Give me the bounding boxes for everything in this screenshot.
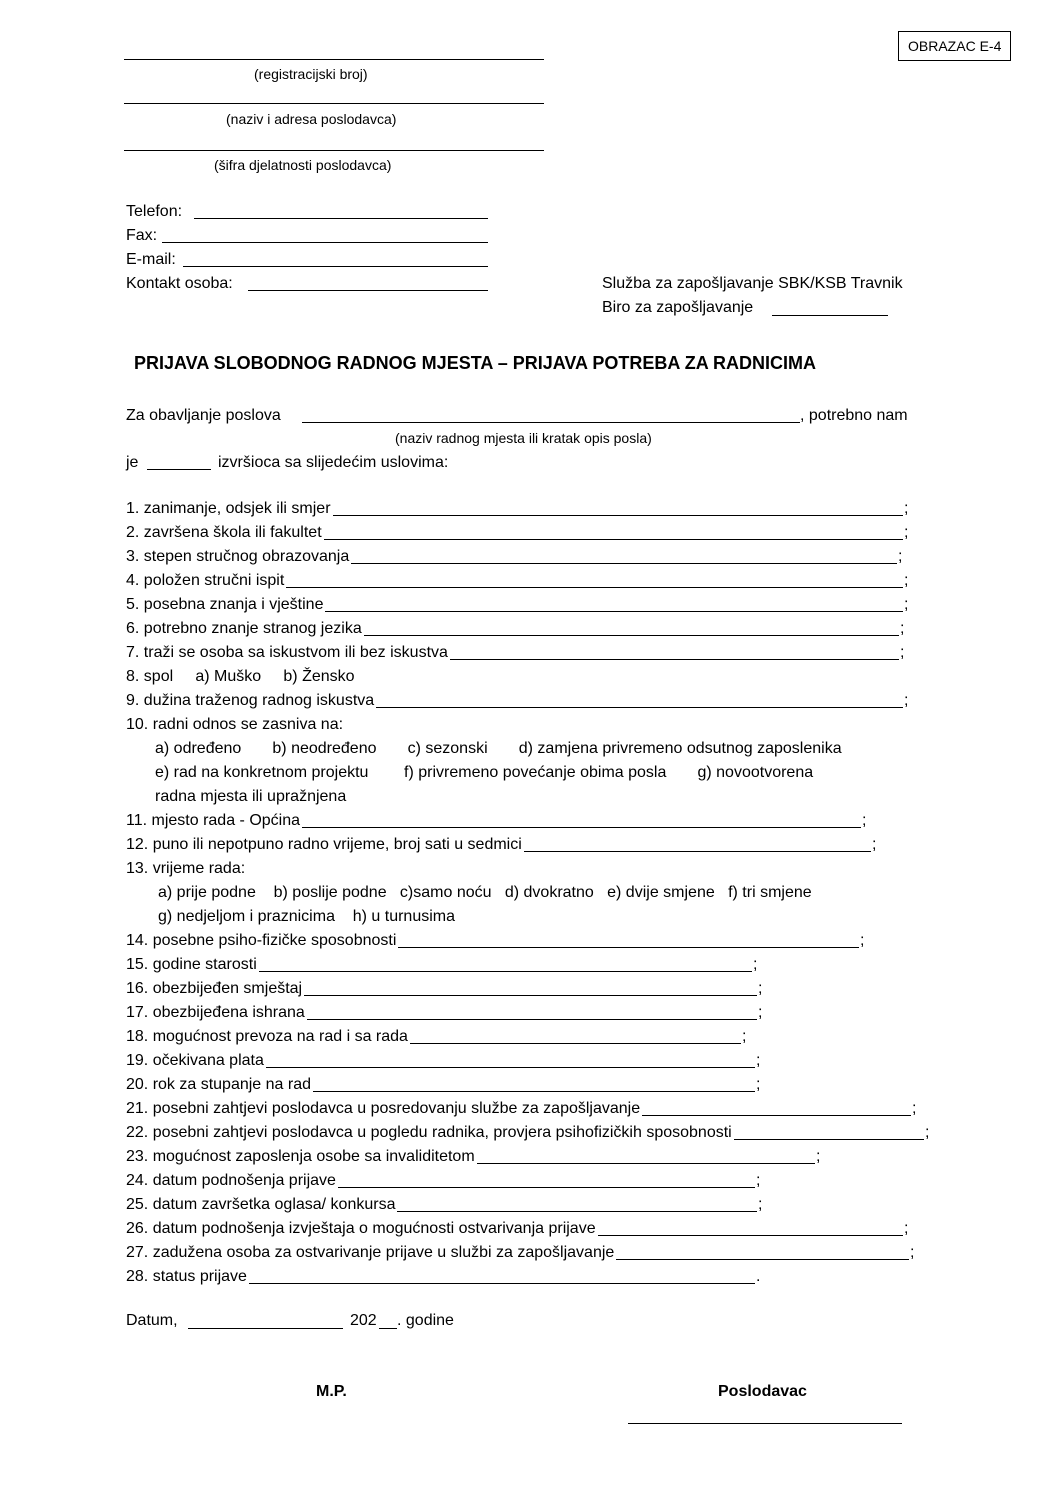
item-semicolon: ; xyxy=(904,500,909,517)
item-semicolon: ; xyxy=(904,524,909,541)
item-semicolon: ; xyxy=(758,980,763,997)
employer-name-label: (naziv i adresa poslodavca) xyxy=(226,111,397,127)
stamp-label: M.P. xyxy=(316,1383,347,1400)
employer-signature-label: Poslodavac xyxy=(718,1383,807,1400)
item-semicolon: ; xyxy=(742,1028,747,1045)
item-field-i15[interactable] xyxy=(259,971,752,972)
item-label-i12: 12. puno ili nepotpuno radno vrijeme, broj sati u sedmici xyxy=(126,836,522,853)
service-name: Služba za zapošljavanje SBK/KSB Travnik xyxy=(602,275,903,292)
phone-label: Telefon: xyxy=(126,203,183,220)
item-semicolon: ; xyxy=(904,692,909,709)
activity-code-line[interactable] xyxy=(124,150,544,151)
item-label-i1: 1. zanimanje, odsjek ili smjer xyxy=(126,500,331,517)
item-label-i10b: e) rad na konkretnom projektu f) privremeno povećanje obima posla g) novootvorena xyxy=(155,764,814,781)
item-semicolon: ; xyxy=(900,644,905,661)
item-label-i5: 5. posebna znanja i vještine xyxy=(126,596,324,613)
item-label-i11: 11. mjesto rada - Općina xyxy=(126,812,301,829)
year-field[interactable] xyxy=(379,1328,397,1329)
item-semicolon: ; xyxy=(898,548,903,565)
item-label-i18: 18. mogućnost prevoza na rad i sa rada xyxy=(126,1028,408,1045)
item-label-i27: 27. zadužena osoba za ostvarivanje prijave u službi za zapošljavanje xyxy=(126,1244,615,1261)
item-field-i22[interactable] xyxy=(734,1139,924,1140)
item-field-i19[interactable] xyxy=(266,1067,755,1068)
item-field-i12[interactable] xyxy=(524,851,871,852)
contact-person-field[interactable] xyxy=(248,290,488,291)
intro-suffix: , potrebno nam xyxy=(800,407,908,424)
reg-number-line[interactable] xyxy=(124,59,544,60)
item-semicolon: ; xyxy=(758,1004,763,1021)
item-field-i7[interactable] xyxy=(450,659,899,660)
item-field-i26[interactable] xyxy=(598,1235,903,1236)
bureau-label: Biro za zapošljavanje xyxy=(602,299,754,316)
item-label-i13a: a) prije podne b) poslije podne c)samo noću d) dvokratno e) dvije smjene f) tri smjene xyxy=(158,884,812,901)
item-semicolon: ; xyxy=(756,1052,761,1069)
item-label-i10: 10. radni odnos se zasniva na: xyxy=(126,716,344,733)
bureau-field[interactable] xyxy=(772,315,888,316)
item-semicolon: ; xyxy=(904,1220,909,1237)
item-field-i4[interactable] xyxy=(286,587,903,588)
intro-rest: izvršioca sa slijedećim uslovima: xyxy=(218,454,449,471)
item-semicolon: ; xyxy=(860,932,865,949)
item-semicolon: ; xyxy=(900,620,905,637)
item-field-i25[interactable] xyxy=(397,1211,757,1212)
item-label-i10a: a) određeno b) neodređeno c) sezonski d) zamjena privremeno odsutnog zaposlenika xyxy=(155,740,842,757)
contact-person-label: Kontakt osoba: xyxy=(126,275,233,292)
item-label-i14: 14. posebne psiho-fizičke sposobnosti xyxy=(126,932,397,949)
item-label-i21: 21. posebni zahtjevi poslodavca u posredovanju službe za zapošljavanje xyxy=(126,1100,641,1117)
item-label-i19: 19. očekivana plata xyxy=(126,1052,264,1069)
year-prefix: 202 xyxy=(350,1312,377,1329)
item-label-i8: 8. spol a) Muško b) Žensko xyxy=(126,668,355,685)
item-field-i28[interactable] xyxy=(249,1283,755,1284)
item-field-i11[interactable] xyxy=(302,827,861,828)
item-field-i17[interactable] xyxy=(307,1019,757,1020)
item-label-i24: 24. datum podnošenja prijave xyxy=(126,1172,336,1189)
item-label-i25: 25. datum završetka oglasa/ konkursa xyxy=(126,1196,396,1213)
item-field-i27[interactable] xyxy=(616,1259,909,1260)
item-semicolon: ; xyxy=(904,572,909,589)
item-field-i2[interactable] xyxy=(324,539,903,540)
item-semicolon: ; xyxy=(756,1172,761,1189)
item-label-i15: 15. godine starosti xyxy=(126,956,257,973)
employer-name-line[interactable] xyxy=(124,103,544,104)
form-title: PRIJAVA SLOBODNOG RADNOG MJESTA – PRIJAVA POTREBA ZA RADNICIMA xyxy=(134,353,817,373)
item-label-i23: 23. mogućnost zaposlenja osobe sa invaliditetom xyxy=(126,1148,475,1165)
item-field-i14[interactable] xyxy=(398,947,859,948)
item-label-i3: 3. stepen stručnog obrazovanja xyxy=(126,548,350,565)
item-label-i17: 17. obezbijeđena ishrana xyxy=(126,1004,305,1021)
item-label-i7: 7. traži se osoba sa iskustvom ili bez iskustva xyxy=(126,644,448,661)
item-semicolon: ; xyxy=(872,836,877,853)
item-field-i5[interactable] xyxy=(325,611,903,612)
email-field[interactable] xyxy=(183,266,488,267)
item-field-i21[interactable] xyxy=(642,1115,911,1116)
fax-label: Fax: xyxy=(126,227,158,244)
item-semicolon: ; xyxy=(816,1148,821,1165)
item-field-i16[interactable] xyxy=(304,995,757,996)
item-label-i4: 4. položen stručni ispit xyxy=(126,572,285,589)
item-semicolon: ; xyxy=(904,596,909,613)
item-field-i9[interactable] xyxy=(376,707,903,708)
item-label-i28: 28. status prijave xyxy=(126,1268,247,1285)
form-code-badge xyxy=(898,31,1011,61)
item-semicolon: ; xyxy=(862,812,867,829)
item-period: . xyxy=(756,1268,761,1285)
activity-code-label: (šifra djelatnosti poslodavca) xyxy=(214,157,392,173)
item-semicolon: ; xyxy=(753,956,758,973)
item-field-i20[interactable] xyxy=(313,1091,755,1092)
item-label-i16: 16. obezbijeđen smještaj xyxy=(126,980,303,997)
phone-field[interactable] xyxy=(194,218,488,219)
reg-number-label: (registracijski broj) xyxy=(254,66,368,82)
item-field-i1[interactable] xyxy=(333,515,903,516)
item-semicolon: ; xyxy=(758,1196,763,1213)
year-suffix: . godine xyxy=(397,1312,454,1329)
item-label-i10c: radna mjesta ili upražnjena xyxy=(155,788,347,805)
item-semicolon: ; xyxy=(910,1244,915,1261)
item-semicolon: ; xyxy=(912,1100,917,1117)
worker-count-field[interactable] xyxy=(147,469,211,470)
item-label-i2: 2. završena škola ili fakultet xyxy=(126,524,322,541)
item-label-i13b: g) nedjeljom i praznicima h) u turnusima xyxy=(158,908,456,925)
item-label-i26: 26. datum podnošenja izvještaja o mogućnosti ostvarivanja prijave xyxy=(126,1220,596,1237)
fax-field[interactable] xyxy=(162,242,488,243)
item-semicolon: ; xyxy=(925,1124,930,1141)
intro-je: je xyxy=(126,454,139,471)
item-label-i20: 20. rok za stupanje na rad xyxy=(126,1076,312,1093)
job-title-field[interactable] xyxy=(302,422,800,423)
item-field-i6[interactable] xyxy=(364,635,899,636)
item-field-i3[interactable] xyxy=(351,563,897,564)
date-field[interactable] xyxy=(188,1328,343,1329)
item-field-i18[interactable] xyxy=(410,1043,741,1044)
item-label-i13: 13. vrijeme rada: xyxy=(126,860,246,877)
item-label-i6: 6. potrebno znanje stranog jezika xyxy=(126,620,362,637)
employer-signature-line[interactable] xyxy=(628,1423,902,1424)
item-semicolon: ; xyxy=(756,1076,761,1093)
item-label-i22: 22. posebni zahtjevi poslodavca u pogledu radnika, provjera psihofizičkih sposobnosti xyxy=(126,1124,732,1141)
item-label-i9: 9. dužina traženog radnog iskustva xyxy=(126,692,375,709)
email-label: E-mail: xyxy=(126,251,176,268)
item-field-i23[interactable] xyxy=(477,1163,815,1164)
form-code-text: OBRAZAC E-4 xyxy=(908,38,1002,54)
date-label: Datum, xyxy=(126,1312,178,1329)
intro-prefix: Za obavljanje poslova xyxy=(126,407,281,424)
item-field-i24[interactable] xyxy=(338,1187,755,1188)
job-title-note: (naziv radnog mjesta ili kratak opis posla) xyxy=(395,430,652,446)
